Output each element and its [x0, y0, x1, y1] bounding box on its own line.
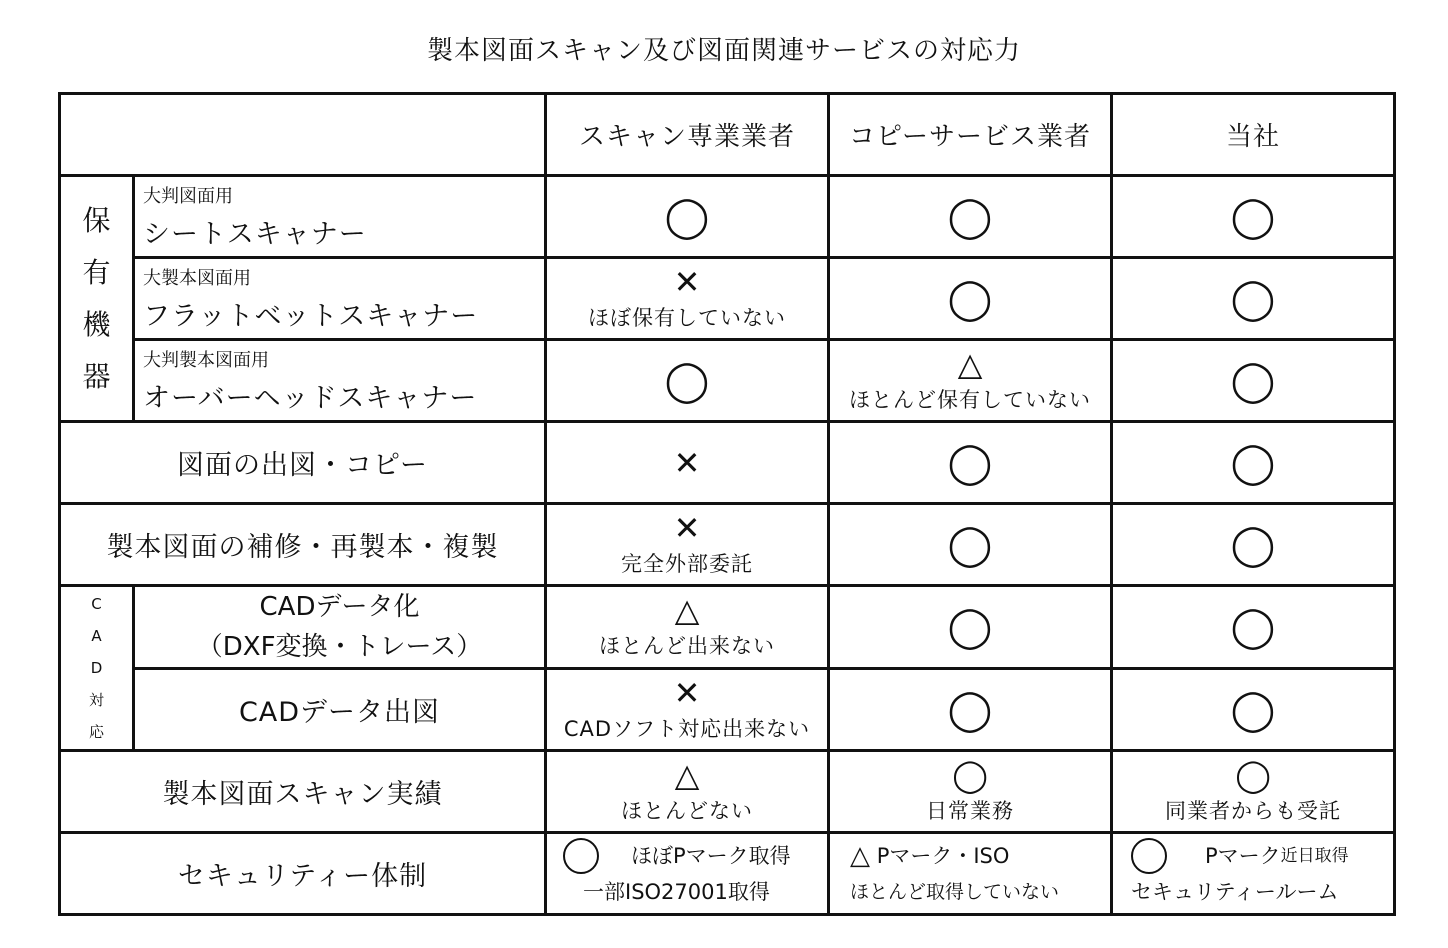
- cell-copy-vendor: [829, 176, 1112, 258]
- cell-note: ほぼ保有していない: [588, 305, 786, 330]
- group-cad-char: 対: [88, 691, 104, 709]
- group-cad-char: D: [90, 659, 103, 677]
- triangle-mark: △: [674, 591, 700, 629]
- table-row-scan-record: [60, 751, 1395, 833]
- triangle-mark: △: [850, 841, 870, 871]
- circle-mark: ◯: [1230, 193, 1276, 240]
- cell-scan-vendor: [546, 340, 829, 422]
- cell-copy-vendor: [829, 669, 1112, 751]
- cell-note: 一部ISO27001取得: [583, 880, 770, 904]
- cross-mark: ✕: [673, 443, 701, 482]
- triangle-mark: △: [957, 344, 983, 383]
- cell-note: 完全外部委託: [621, 551, 753, 576]
- circle-mark: ◯: [952, 755, 988, 794]
- cad-conversion-title: CADデータ化: [259, 592, 420, 622]
- cell-copy-vendor: [829, 340, 1112, 422]
- cell-copy-vendor: [829, 258, 1112, 340]
- circle-mark: ◯: [1230, 521, 1276, 568]
- cell-note: ほとんど取得していない: [850, 881, 1060, 903]
- cell-our-company: [1112, 586, 1395, 669]
- cell-scan-vendor: [546, 176, 829, 258]
- cell-scan-vendor: [546, 258, 829, 340]
- table-row-overhead-scanner: [60, 340, 1395, 422]
- circle-mark: ◯: [1230, 686, 1276, 733]
- cell-note: Pマーク・ISO: [876, 844, 1010, 868]
- cad-conversion-detail: （DXF変換・トレース）: [196, 632, 483, 662]
- cell-scan-vendor: [546, 669, 829, 751]
- table-row-repair: [60, 504, 1395, 586]
- circle-mark: ◯: [947, 193, 993, 240]
- cell-copy-vendor: [829, 586, 1112, 669]
- equipment-usage: 大製本図面用: [143, 268, 251, 289]
- header-empty-cell: [60, 94, 546, 176]
- row-label-cad-conversion: [134, 586, 546, 669]
- cell-note: CADソフト対応出来ない: [563, 716, 811, 741]
- cell-our-company: [1112, 669, 1395, 751]
- cell-scan-vendor: [546, 751, 829, 833]
- triangle-mark: △: [674, 755, 700, 794]
- cell-our-company: [1112, 258, 1395, 340]
- circle-mark: ◯: [1230, 357, 1276, 404]
- circle-mark: ◯: [947, 439, 993, 486]
- cell-scan-vendor: [546, 422, 829, 504]
- row-label-sheet-scanner: [134, 176, 546, 258]
- cell-note: ほとんど出来ない: [599, 634, 775, 658]
- cell-note: 同業者からも受託: [1165, 798, 1341, 823]
- group-equipment-char: 保: [82, 203, 111, 237]
- cell-scan-vendor: [546, 504, 829, 586]
- equipment-name: オーバーヘッドスキャナー: [143, 383, 478, 414]
- group-equipment-char: 有: [82, 255, 111, 289]
- row-label-flatbed-scanner: [134, 258, 546, 340]
- cell-our-company: [1112, 422, 1395, 504]
- row-label-repair: 製本図面の補修・再製本・複製: [60, 504, 546, 586]
- circle-icon: [563, 838, 599, 874]
- cell-copy-vendor: [829, 422, 1112, 504]
- row-label-drawing-output: 図面の出図・コピー: [60, 422, 546, 504]
- cell-scan-vendor: [546, 833, 829, 915]
- cell-note: ほとんど保有していない: [849, 387, 1091, 412]
- table-row-cad-conversion: [60, 586, 1395, 669]
- group-equipment-char: 機: [82, 307, 111, 341]
- col-header-copy-vendor: コピーサービス業者: [829, 94, 1112, 176]
- header-row: [60, 94, 1395, 176]
- cell-note: 日常業務: [926, 798, 1014, 823]
- cross-mark: ✕: [673, 262, 701, 301]
- equipment-name: シートスキャナー: [143, 219, 367, 250]
- page-title: 製本図面スキャン及び図面関連サービスの対応力: [426, 36, 1021, 66]
- row-label-cad-output: CADデータ出図: [134, 669, 546, 751]
- table-row-cad-output: [60, 669, 1395, 751]
- circle-mark: ◯: [664, 193, 710, 240]
- comparison-table: [58, 92, 1396, 916]
- circle-mark: ◯: [947, 275, 993, 322]
- row-label-scan-record: 製本図面スキャン実績: [60, 751, 546, 833]
- cell-our-company: [1112, 340, 1395, 422]
- cell-scan-vendor: [546, 586, 829, 669]
- equipment-usage: 大判図面用: [143, 186, 233, 207]
- cell-our-company: [1112, 751, 1395, 833]
- col-header-our-company: 当社: [1112, 94, 1395, 176]
- circle-icon: [1131, 838, 1167, 874]
- group-label-cad: [60, 586, 134, 751]
- row-label-security: セキュリティー体制: [60, 833, 546, 915]
- equipment-usage: 大判製本図面用: [143, 350, 269, 371]
- group-cad-char: A: [91, 627, 102, 645]
- col-header-scan-vendor: スキャン専業業者: [546, 94, 829, 176]
- circle-mark: ◯: [1230, 275, 1276, 322]
- cell-our-company: [1112, 833, 1395, 915]
- cell-our-company: [1112, 504, 1395, 586]
- equipment-name: フラットベットスキャナー: [143, 301, 479, 332]
- table-row-flatbed-scanner: [60, 258, 1395, 340]
- table-row-security: [60, 833, 1395, 915]
- circle-mark: ◯: [1230, 604, 1276, 650]
- circle-mark: ◯: [947, 521, 993, 568]
- row-label-overhead-scanner: [134, 340, 546, 422]
- cell-note: ほとんどない: [621, 798, 753, 823]
- circle-mark: ◯: [947, 686, 993, 733]
- circle-mark: ◯: [1230, 439, 1276, 486]
- cell-note: ほぼPマーク取得: [631, 844, 791, 868]
- cross-mark: ✕: [673, 673, 701, 712]
- circle-mark: ◯: [947, 604, 993, 650]
- group-equipment-char: 器: [82, 359, 111, 393]
- cell-copy-vendor: [829, 751, 1112, 833]
- group-label-equipment: [60, 176, 134, 422]
- cell-note-small: 近日取得: [1280, 846, 1349, 866]
- cell-note: Pマーク: [1205, 844, 1281, 868]
- table-row-drawing-output: [60, 422, 1395, 504]
- circle-mark: ◯: [664, 357, 710, 404]
- cell-copy-vendor: [829, 833, 1112, 915]
- table-row-sheet-scanner: [60, 176, 1395, 258]
- cell-note: セキュリティールーム: [1131, 880, 1339, 904]
- group-cad-char: 応: [88, 723, 104, 741]
- group-cad-char: C: [91, 595, 102, 613]
- cell-copy-vendor: [829, 504, 1112, 586]
- cross-mark: ✕: [673, 508, 701, 547]
- cell-our-company: [1112, 176, 1395, 258]
- circle-mark: ◯: [1235, 755, 1271, 794]
